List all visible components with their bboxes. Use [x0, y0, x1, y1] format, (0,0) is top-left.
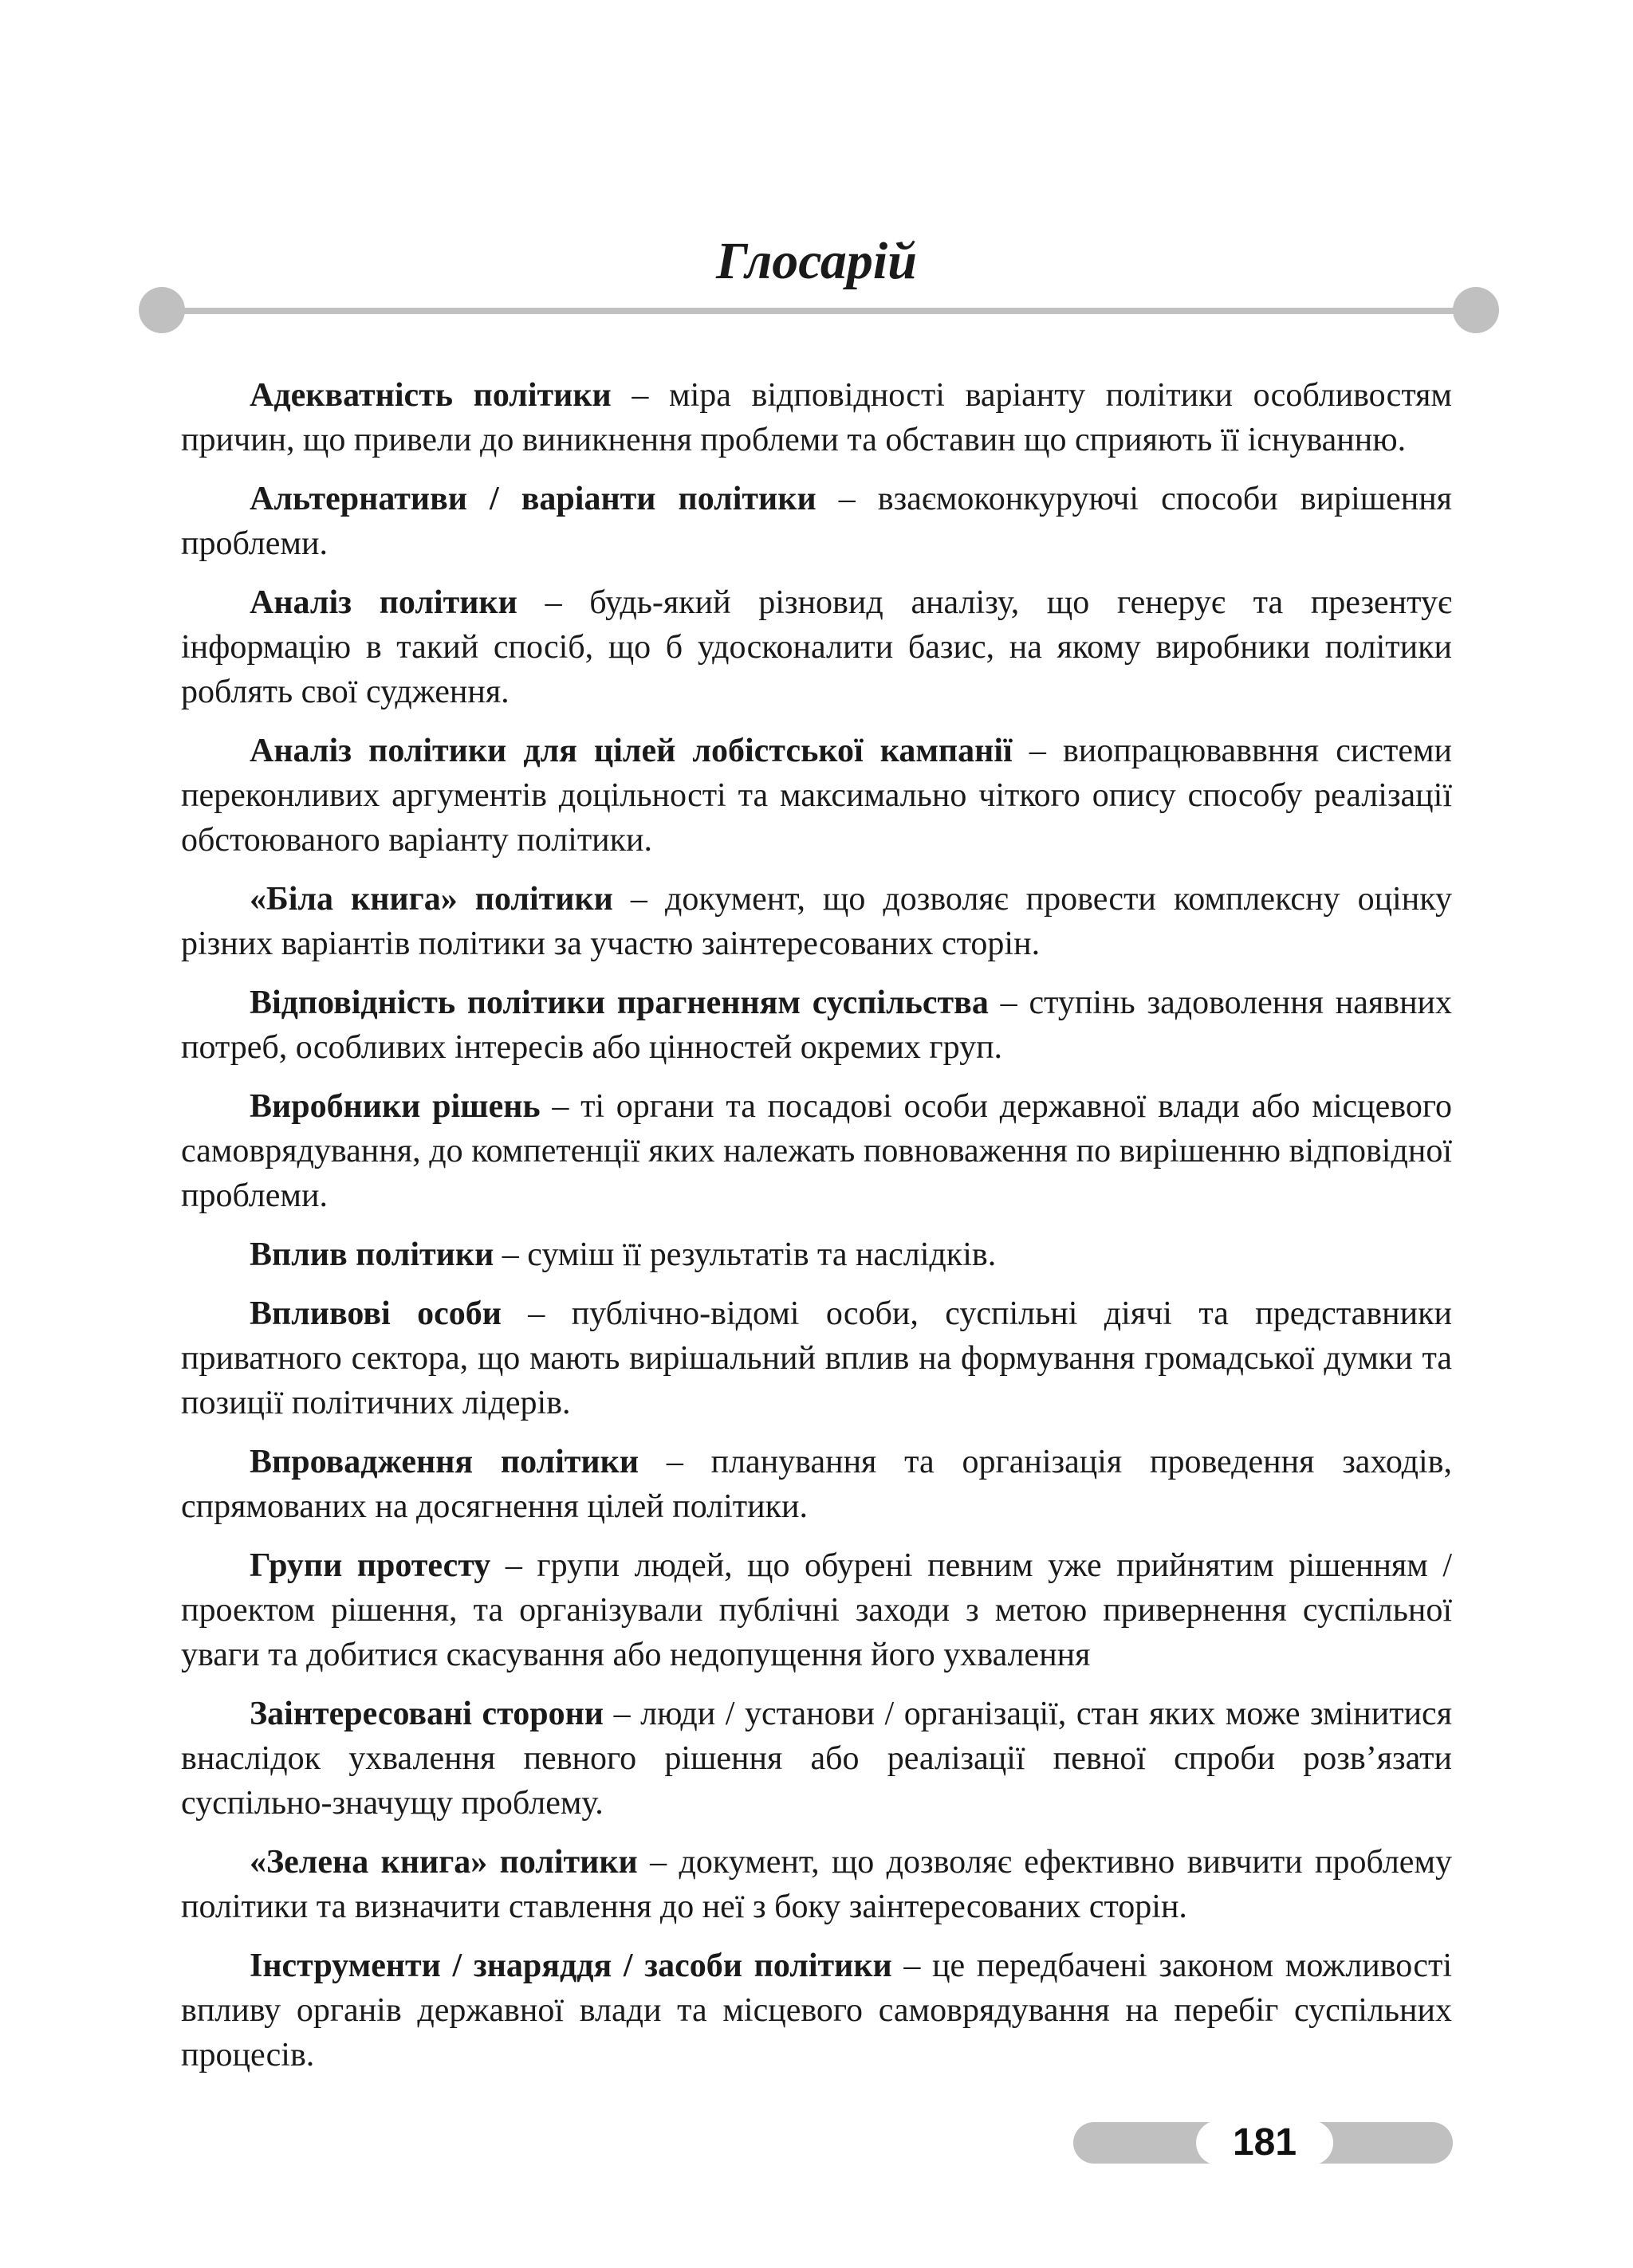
dash: –	[838, 481, 856, 517]
glossary-term: Аналіз політики для цілей лобістської кампанії	[250, 733, 1013, 769]
glossary-entry	[181, 877, 1452, 966]
glossary-term: Адекватність політики	[250, 377, 612, 414]
dash: –	[613, 1696, 631, 1732]
glossary-definition: ступінь задоволення наявних потреб, особливих інтересів або цінностей окремих груп.	[181, 985, 1453, 1066]
page-number: 181	[1196, 2121, 1333, 2165]
glossary-definition: документ, що дозволяє ефективно вивчити проблему політики та визначити ставлення до неї з боку заінтересованих сторін.	[181, 1844, 1453, 1925]
title-rule-right-dot	[1453, 287, 1499, 333]
glossary-definition: люди / установи / організації, стан яких може змінитися внаслідок ухвалення певного рішення або реалізації певної спроби розв’язати суспільно-значущу проблему.	[181, 1696, 1453, 1822]
dash: –	[632, 377, 649, 414]
glossary-entry	[181, 1440, 1452, 1529]
glossary-definition: групи людей, що обурені певним уже прийнятим рішенням / проектом рішення, та організували публічні заходи з метою привернення суспільної уваги та добитися скасування або недопущення його ухвалення	[181, 1547, 1452, 1673]
dash: –	[630, 881, 647, 918]
dash: –	[1029, 733, 1046, 769]
title-rule	[159, 308, 1477, 314]
glossary-entry	[181, 729, 1452, 863]
glossary-entry	[181, 1944, 1452, 2077]
glossary-entry	[181, 1692, 1452, 1826]
glossary-entry	[181, 373, 1452, 462]
glossary-definition: публічно-відомі особи, суспільні діячі та представники приватного сектора, що мають вирішальний вплив на формування громадської думки та позиції політичних лідерів.	[181, 1295, 1452, 1421]
glossary-term: Групи протесту	[250, 1547, 491, 1584]
glossary-definition: будь-який різновид аналізу, що генерує та презентує інформацію в такий спосіб, що б удосконалити базис, на якому виробники політики роблять свої судження.	[181, 584, 1452, 710]
glossary-definition: ті органи та посадові особи державної влади або місцевого самоврядування, до компетенції яких належать повноваження по вирішенню відповідної проблеми.	[181, 1088, 1452, 1214]
glossary-term: Вплив політики	[250, 1236, 494, 1273]
page-title: Глосарій	[716, 232, 917, 290]
glossary-definition: суміш її результатів та наслідків.	[527, 1236, 997, 1273]
glossary-entry	[181, 580, 1452, 714]
glossary-term: «Зелена книга» політики	[250, 1844, 638, 1881]
glossary-definition: міра відповідності варіанту політики особливостям причин, що привели до виникнення проблеми та обставин що сприяють її існуванню.	[181, 377, 1453, 458]
dash: –	[545, 584, 562, 621]
dash: –	[505, 1547, 522, 1584]
glossary-entry	[181, 1291, 1452, 1425]
glossary-list	[181, 373, 1452, 2092]
glossary-term: Виробники рішень	[250, 1088, 541, 1125]
dash: –	[552, 1088, 569, 1125]
dash: –	[650, 1844, 667, 1881]
dash: –	[1000, 985, 1017, 1021]
glossary-entry	[181, 1543, 1452, 1677]
dash: –	[528, 1295, 545, 1332]
glossary-entry	[181, 1840, 1452, 1929]
glossary-entry	[181, 1232, 1452, 1277]
dash: –	[502, 1236, 519, 1273]
glossary-entry	[181, 981, 1452, 1070]
glossary-term: Альтернативи / варіанти політики	[250, 481, 816, 517]
dash: –	[903, 1948, 921, 1984]
glossary-entry	[181, 477, 1452, 566]
glossary-term: Аналіз політики	[250, 584, 517, 621]
glossary-term: Заінтересовані сторони	[250, 1696, 604, 1732]
glossary-definition: взаємоконкуруючі способи вирішення проблеми.	[181, 481, 1453, 562]
glossary-term: Інструменти / знаряддя / засоби політики	[250, 1948, 892, 1984]
glossary-term: Впровадження політики	[250, 1444, 639, 1480]
glossary-entry	[181, 1084, 1452, 1218]
glossary-definition: планування та організація проведення заходів, спрямованих на досягнення цілей політики.	[181, 1444, 1452, 1525]
glossary-definition: це передбачені законом можливості впливу органів державної влади та місцевого самоврядування на перебіг суспільних процесів.	[181, 1948, 1453, 2073]
glossary-term: Відповідність політики прагненням суспільства	[250, 985, 989, 1021]
glossary-definition: виопрацюваввння системи переконливих аргументів доцільності та максимально чіткого опису способу реалізації обстоюваного варіанту політики.	[181, 733, 1453, 859]
glossary-term: Впливові особи	[250, 1295, 502, 1332]
glossary-definition: документ, що дозволяє провести комплексну оцінку різних варіантів політики за участю заінтересованих сторін.	[181, 881, 1453, 962]
dash: –	[666, 1444, 683, 1480]
glossary-term: «Біла книга» політики	[250, 881, 613, 918]
